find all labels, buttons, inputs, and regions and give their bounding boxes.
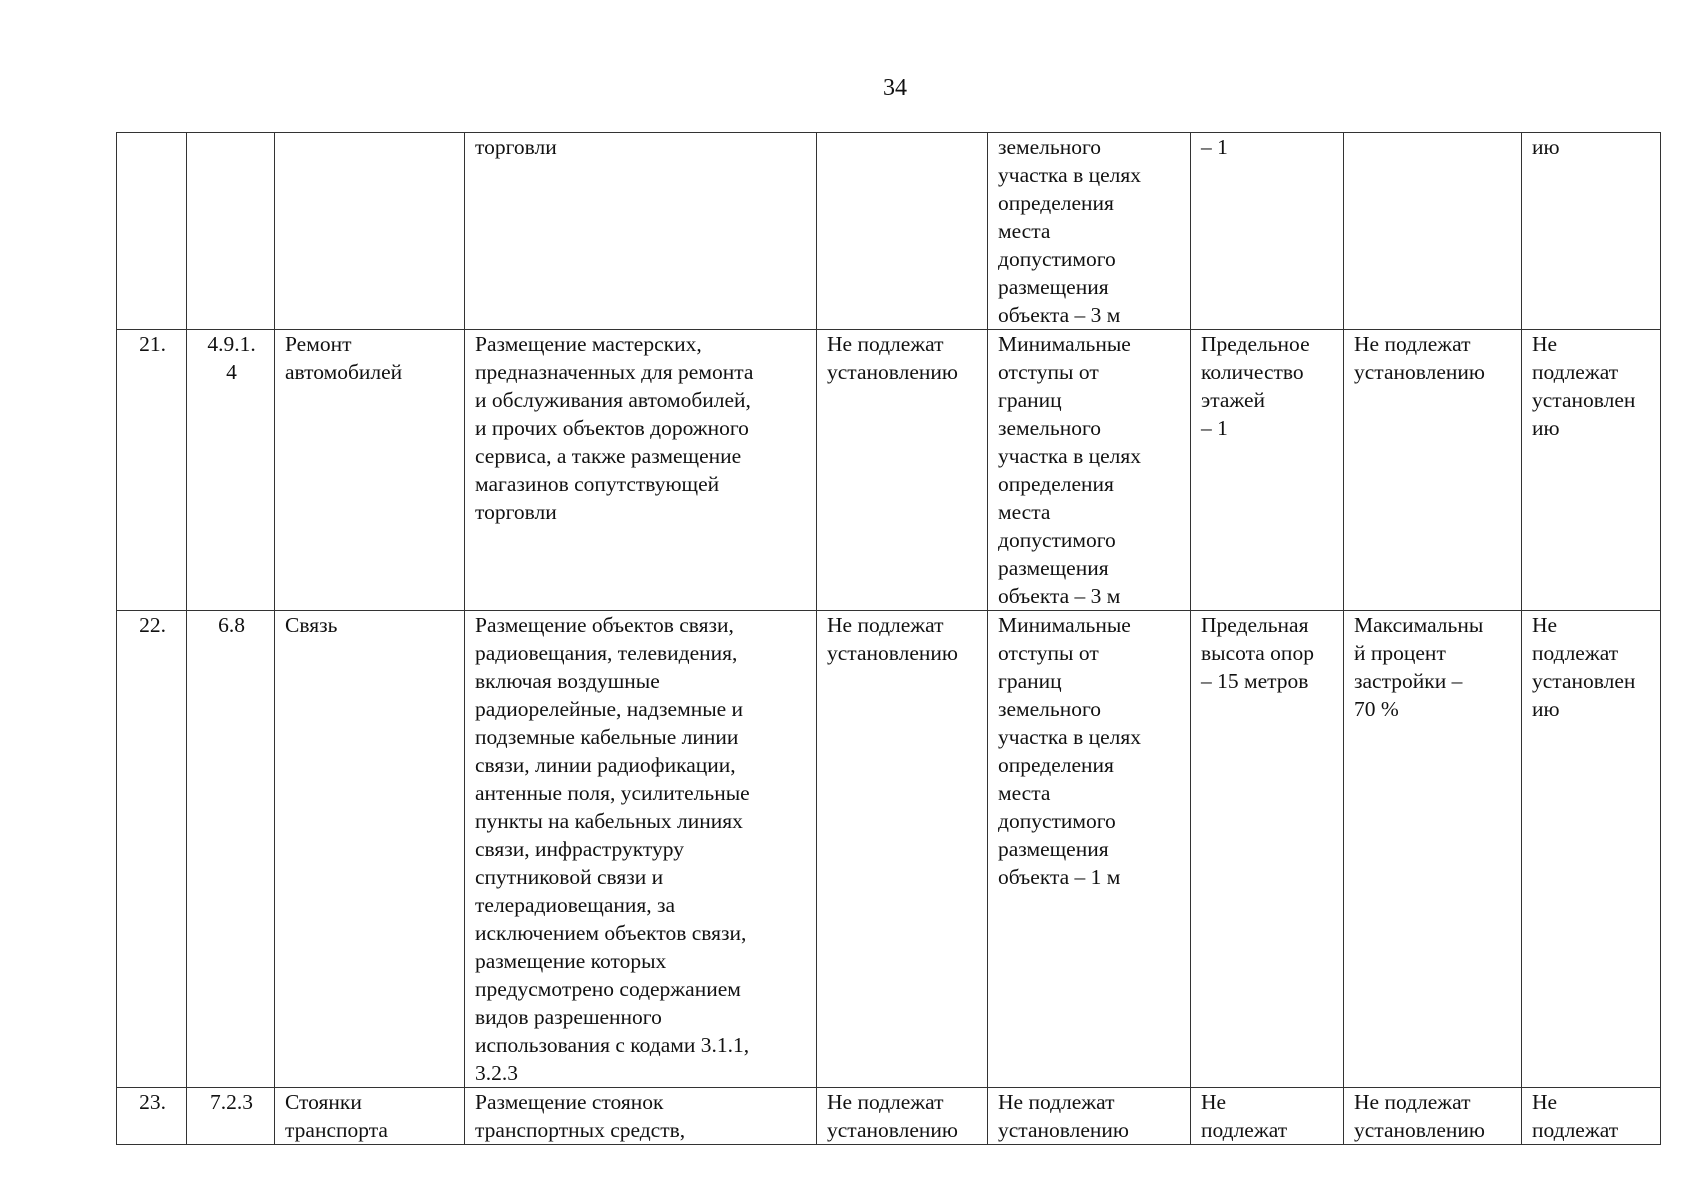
table-row [117,330,1661,611]
table-row [117,133,1661,330]
coverage-cell: Не подлежат установлению [1344,1088,1522,1145]
use-name-cell [275,133,465,330]
row-number-cell: 22. [117,611,187,1088]
area-limit-cell: Не подлежат установлению [817,1088,988,1145]
height-floors-cell: Предельное количество этажей – 1 [1191,330,1344,611]
description-cell: Размещение объектов связи, радиовещания, телевидения, включая воздушные радиорелейные, надземные и подземные кабельные линии связи, линии радиофикации, антенные поля, усилительные пункты на кабельных линиях связи, инфраструктуру спутниковой связи и телерадиовещания, за исключением объектов связи, размещение которых предусмотрено содержанием видов разрешенного использования с кодами 3.1.1, 3.2.3 [465,611,817,1088]
coverage-cell [1344,133,1522,330]
height-floors-cell: Предельная высота опор – 15 метров [1191,611,1344,1088]
area-limit-cell [817,133,988,330]
coverage-cell: Максимальны й процент застройки – 70 % [1344,611,1522,1088]
row-number-cell: 21. [117,330,187,611]
area-limit-cell: Не подлежат установлению [817,330,988,611]
height-floors-cell: – 1 [1191,133,1344,330]
use-name-cell: Связь [275,611,465,1088]
setback-cell: Не подлежат установлению [988,1088,1191,1145]
page-number: 34 [883,75,907,101]
use-name-cell: Стоянки транспорта [275,1088,465,1145]
code-cell: 7.2.3 [187,1088,275,1145]
description-cell: торговли [465,133,817,330]
land-use-table [116,132,1661,1145]
other-params-cell: ию [1522,133,1661,330]
setback-cell: земельного участка в целях определения места допустимого размещения объекта – 3 м [988,133,1191,330]
other-params-cell: Не подлежат установлен ию [1522,330,1661,611]
setback-cell: Минимальные отступы от границ земельного участка в целях определения места допустимого размещения объекта – 1 м [988,611,1191,1088]
description-cell: Размещение мастерских, предназначенных для ремонта и обслуживания автомобилей, и прочих объектов дорожного сервиса, а также размещение магазинов сопутствующей торговли [465,330,817,611]
code-cell: 4.9.1. 4 [187,330,275,611]
code-cell: 6.8 [187,611,275,1088]
use-name-cell: Ремонт автомобилей [275,330,465,611]
area-limit-cell: Не подлежат установлению [817,611,988,1088]
code-cell [187,133,275,330]
row-number-cell [117,133,187,330]
other-params-cell: Не подлежат установлен ию [1522,611,1661,1088]
setback-cell: Минимальные отступы от границ земельного участка в целях определения места допустимого размещения объекта – 3 м [988,330,1191,611]
table-row [117,611,1661,1088]
description-cell: Размещение стоянок транспортных средств, [465,1088,817,1145]
table-row [117,1088,1661,1145]
coverage-cell: Не подлежат установлению [1344,330,1522,611]
row-number-cell: 23. [117,1088,187,1145]
other-params-cell: Не подлежат [1522,1088,1661,1145]
height-floors-cell: Не подлежат [1191,1088,1344,1145]
